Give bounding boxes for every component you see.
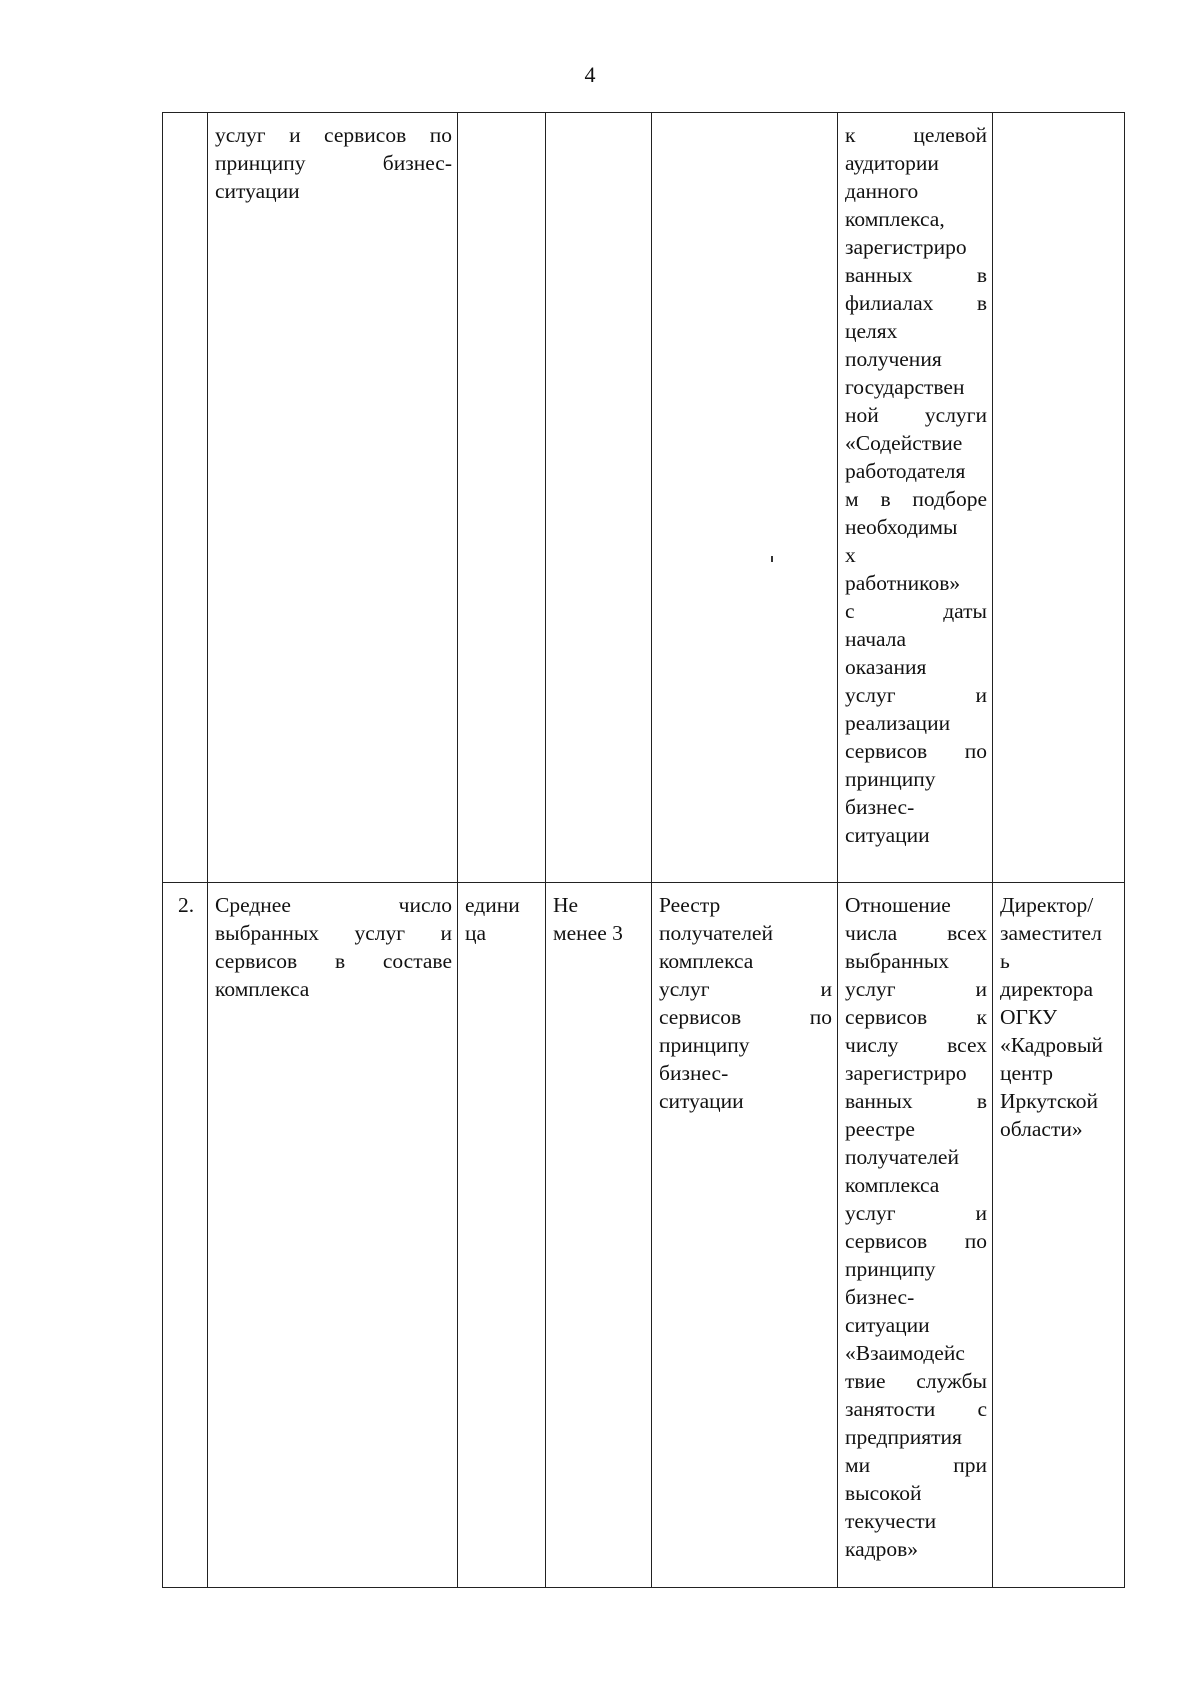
text-line: сервисов по (845, 739, 987, 763)
text-line: услуг и (659, 977, 832, 1001)
text-line: ситуации (845, 1313, 930, 1337)
text-line: ми при (845, 1453, 987, 1477)
text-line: услуг и сервисов по (215, 123, 452, 147)
text-line: реализации (845, 711, 951, 735)
indicators-table (162, 112, 1125, 1588)
calculation-method-cell (838, 883, 993, 1588)
text-line: зарегистриро (845, 1061, 967, 1085)
text-line: оказания (845, 655, 927, 679)
text-line: Иркутской (1000, 1089, 1098, 1113)
text-line: кадров» (845, 1537, 919, 1561)
text-line: занятости с (845, 1397, 987, 1421)
text-line: ситуации (659, 1089, 744, 1113)
text-line: твие службы (845, 1369, 987, 1393)
text-line: Отношение (845, 893, 951, 917)
text-line: ситуации (215, 179, 300, 203)
text-line: комплекса, (845, 207, 945, 231)
text-line: «Кадровый (1000, 1033, 1103, 1057)
text-line: ситуации (845, 823, 930, 847)
text-line: выбранных услуг и (215, 921, 452, 945)
text-line: ной услуги (845, 403, 987, 427)
text-line: услуг и (845, 683, 987, 707)
text-line: принципу (845, 767, 936, 791)
indicator-cell (208, 113, 458, 883)
text-line: услуг и (845, 1201, 987, 1225)
text-line: комплекса (215, 977, 310, 1001)
text-line: государствен (845, 375, 965, 399)
text-line: принципу (845, 1257, 936, 1281)
text-line: получателей (845, 1145, 959, 1169)
text-line: необходимы (845, 515, 958, 539)
text-line: Не (553, 893, 579, 917)
text-line: сервисов в составе (215, 949, 452, 973)
text-line: начала (845, 627, 907, 651)
row-number-cell (163, 113, 208, 883)
text-line: сервисов по (659, 1005, 832, 1029)
text-line: аудитории (845, 151, 939, 175)
text-line: работников» (845, 571, 961, 595)
text-line: бизнес- (659, 1061, 729, 1085)
text-line: работодателя (845, 459, 966, 483)
text-line: принципу бизнес- (215, 151, 452, 175)
calculation-method-cell (838, 113, 993, 883)
text-line: услуг и (845, 977, 987, 1001)
text-line: получения (845, 347, 942, 371)
text-line: с даты (845, 599, 987, 623)
scan-mark (771, 556, 773, 562)
text-line: выбранных (845, 949, 950, 973)
text-line: числу всех (845, 1033, 987, 1057)
table-row (163, 113, 1125, 883)
text-line: ца (465, 921, 487, 945)
text-line: высокой (845, 1481, 922, 1505)
text-line: данного (845, 179, 919, 203)
text-line: текучести (845, 1509, 937, 1533)
text-line: «Взаимодейс (845, 1341, 965, 1365)
text-line: филиалах в (845, 291, 987, 315)
data-source-cell (652, 883, 838, 1588)
text-line: менее 3 (553, 921, 623, 945)
unit-cell (458, 883, 546, 1588)
indicator-cell (208, 883, 458, 1588)
text-line: Реестр (659, 893, 721, 917)
responsible-cell (993, 113, 1125, 883)
text-line: бизнес- (845, 795, 915, 819)
text-line: м в подборе (845, 487, 987, 511)
text-line: комплекса (845, 1173, 940, 1197)
text-line: ванных в (845, 263, 987, 287)
text-line: сервисов к (845, 1005, 987, 1029)
text-line: числа всех (845, 921, 987, 945)
text-line: комплекса (659, 949, 754, 973)
unit-cell (458, 113, 546, 883)
text-line: директора (1000, 977, 1094, 1001)
text-line: сервисов по (845, 1229, 987, 1253)
text-line: получателей (659, 921, 773, 945)
text-line: заместител (1000, 921, 1102, 945)
text-line: ОГКУ (1000, 1005, 1058, 1029)
target-value-cell (546, 113, 652, 883)
page-number: 4 (584, 62, 596, 87)
text-line: зарегистриро (845, 235, 967, 259)
target-value-cell (546, 883, 652, 1588)
text-line: бизнес- (845, 1285, 915, 1309)
text-line: принципу (659, 1033, 750, 1057)
text-line: Среднее число (215, 893, 452, 917)
text-line: ь (1000, 949, 1010, 973)
text-line: центр (1000, 1061, 1053, 1085)
text-line: предприятия (845, 1425, 962, 1449)
responsible-cell (993, 883, 1125, 1588)
data-source-cell (652, 113, 838, 883)
text-line: ванных в (845, 1089, 987, 1113)
row-number: 2. (177, 893, 195, 917)
row-number-cell (163, 883, 208, 1588)
table-row (163, 883, 1125, 1588)
text-line: едини (465, 893, 520, 917)
text-line: «Содействие (845, 431, 963, 455)
text-line: Директор/ (1000, 893, 1094, 917)
text-line: к целевой (845, 123, 987, 147)
text-line: целях (845, 319, 898, 343)
text-line: реестре (845, 1117, 915, 1141)
text-line: области» (1000, 1117, 1083, 1141)
text-line: х (845, 543, 856, 567)
